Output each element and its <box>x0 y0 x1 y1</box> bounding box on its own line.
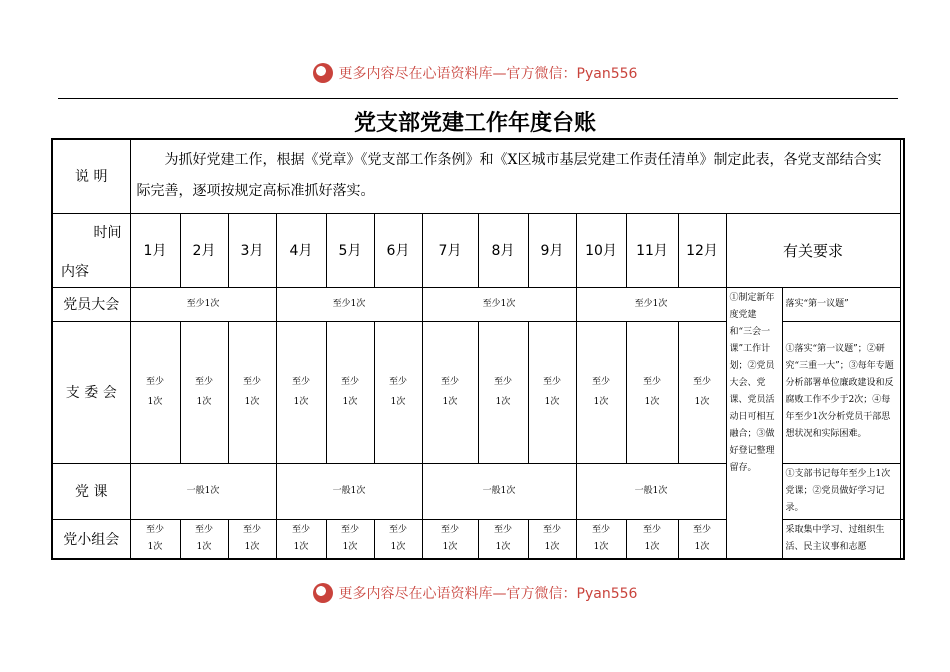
desc-row <box>52 139 904 213</box>
month-header: 1月 <box>130 213 180 287</box>
month-cell <box>130 321 180 463</box>
month-cell <box>228 519 276 559</box>
cell-line1: 至少 <box>388 377 407 387</box>
cell-line2: 1次 <box>644 541 660 552</box>
cell-line2: 1次 <box>390 541 406 552</box>
cell-line2: 1次 <box>196 541 212 552</box>
cell-line1: 至少 <box>642 377 661 387</box>
watermark-text: 更多内容尽在心语资料库—官方微信：Pyan556 <box>338 66 638 82</box>
month-cell <box>374 321 422 463</box>
watermark-text: 更多内容尽在心语资料库—官方微信：Pyan556 <box>338 586 638 602</box>
cell-line2: 1次 <box>442 397 458 407</box>
cell-line1: 至少 <box>493 524 512 535</box>
month-cell <box>180 519 228 559</box>
month-cell <box>478 519 528 559</box>
cell-line1: 至少 <box>194 377 213 387</box>
cell-line2: 1次 <box>593 541 609 552</box>
month-cell <box>422 519 478 559</box>
quarter-cell: 至少1次 <box>130 287 276 321</box>
quarter-cell: 一般1次 <box>422 463 576 519</box>
month-cell <box>180 321 228 463</box>
month-cell <box>422 321 478 463</box>
row-label: 支 委 会 <box>52 321 130 463</box>
cell-line2: 1次 <box>244 397 260 407</box>
month-cell <box>626 321 678 463</box>
month-cell <box>478 321 528 463</box>
watermark-logo-icon <box>313 583 333 603</box>
watermark-logo-icon <box>313 63 333 83</box>
cell-line2: 1次 <box>342 541 358 552</box>
cell-line1: 至少 <box>242 377 261 387</box>
month-cell <box>678 519 726 559</box>
month-header: 8月 <box>478 213 528 287</box>
month-cell <box>228 321 276 463</box>
row-label: 党 课 <box>52 463 130 519</box>
cell-line2: 1次 <box>544 541 560 552</box>
watermark-top <box>0 60 950 86</box>
month-header: 7月 <box>422 213 478 287</box>
cell-line1: 至少 <box>145 377 164 387</box>
month-header: 4月 <box>276 213 326 287</box>
note-dangke: ①支部书记每年至少上1次党课；②党员做好学习记录。 <box>782 463 900 519</box>
cell-line2: 1次 <box>293 541 309 552</box>
cell-line2: 1次 <box>593 397 609 407</box>
month-cell <box>374 519 422 559</box>
cell-line1: 至少 <box>692 377 711 387</box>
cell-line2: 1次 <box>544 397 560 407</box>
month-header: 9月 <box>528 213 576 287</box>
quarter-cell: 至少1次 <box>576 287 726 321</box>
cell-line1: 至少 <box>542 377 561 387</box>
common-note: ①制定新年度党建和“三会一课”工作计划；②党员大会、党课、党员活动日可相互融合；③做好登记整理留存。 <box>726 287 782 559</box>
month-cell <box>528 321 576 463</box>
quarter-cell: 一般1次 <box>576 463 726 519</box>
cell-line1: 至少 <box>291 377 310 387</box>
note-xiaozu-extra <box>900 519 904 559</box>
row-label: 党员大会 <box>52 287 130 321</box>
header-row <box>52 213 904 287</box>
month-cell <box>276 519 326 559</box>
quarter-cell: 至少1次 <box>276 287 422 321</box>
month-cell <box>276 321 326 463</box>
quarter-cell: 一般1次 <box>276 463 422 519</box>
cell-line1: 至少 <box>493 377 512 387</box>
ledger-table <box>51 138 905 560</box>
month-cell <box>576 519 626 559</box>
diagonal-header <box>52 213 130 287</box>
cell-line2: 1次 <box>147 541 163 552</box>
cell-line1: 至少 <box>145 524 164 535</box>
cell-line1: 至少 <box>291 524 310 535</box>
quarter-cell: 至少1次 <box>422 287 576 321</box>
month-cell <box>326 321 374 463</box>
month-cell <box>576 321 626 463</box>
month-header: 6月 <box>374 213 422 287</box>
note-xiaozu: 采取集中学习、过组织生活、民主议事和志愿 <box>782 519 900 559</box>
page-title: 党支部党建工作年度台账 <box>353 110 596 136</box>
cell-line2: 1次 <box>293 397 309 407</box>
cell-line2: 1次 <box>644 397 660 407</box>
cell-line1: 至少 <box>542 524 561 535</box>
cell-line1: 至少 <box>642 524 661 535</box>
cell-line2: 1次 <box>390 397 406 407</box>
cell-line2: 1次 <box>495 397 511 407</box>
cell-line2: 1次 <box>244 541 260 552</box>
cell-line2: 1次 <box>147 397 163 407</box>
cell-line1: 至少 <box>692 524 711 535</box>
watermark-bottom <box>0 580 950 606</box>
month-cell <box>626 519 678 559</box>
month-header: 11月 <box>626 213 678 287</box>
cell-line1: 至少 <box>340 524 359 535</box>
month-cell <box>528 519 576 559</box>
cell-line1: 至少 <box>388 524 407 535</box>
note-dangyuan: 落实“第一议题” <box>782 287 900 321</box>
cell-line1: 至少 <box>440 524 459 535</box>
month-header: 10月 <box>576 213 626 287</box>
month-header: 12月 <box>678 213 726 287</box>
cell-line2: 1次 <box>442 541 458 552</box>
requirements-header: 有关要求 <box>726 213 900 287</box>
cell-line1: 至少 <box>194 524 213 535</box>
desc-text: 为抓好党建工作，根据《党章》《党支部工作条例》和《X区城市基层党建工作责任清单》制定此表，各党支部结合实际完善，逐项按规定高标准抓好落实。 <box>136 152 882 200</box>
cell-line1: 至少 <box>591 524 610 535</box>
header-divider <box>58 98 898 99</box>
header-content: 内容 <box>61 263 89 280</box>
desc-label: 说 明 <box>52 139 130 213</box>
cell-line1: 至少 <box>591 377 610 387</box>
cell-line1: 至少 <box>242 524 261 535</box>
month-cell <box>326 519 374 559</box>
cell-line2: 1次 <box>694 397 710 407</box>
month-cell <box>130 519 180 559</box>
desc-cell <box>130 139 900 213</box>
month-header: 3月 <box>228 213 276 287</box>
cell-line1: 至少 <box>340 377 359 387</box>
quarter-cell: 一般1次 <box>130 463 276 519</box>
row-dangyuan <box>52 287 904 321</box>
cell-line2: 1次 <box>196 397 212 407</box>
month-header: 2月 <box>180 213 228 287</box>
note-zhiwei: ①落实“第一议题”；②研究“三重一大”；③每年专题分析部署单位廉政建设和反腐败工作不少于2次；④每年至少1次分析党员干部思想状况和实际困难。 <box>782 321 900 463</box>
row-label: 党小组会 <box>52 519 130 559</box>
cell-line1: 至少 <box>440 377 459 387</box>
month-cell <box>678 321 726 463</box>
cell-line2: 1次 <box>495 541 511 552</box>
cell-line2: 1次 <box>694 541 710 552</box>
month-header: 5月 <box>326 213 374 287</box>
header-time: 时间 <box>93 224 122 241</box>
cell-line2: 1次 <box>342 397 358 407</box>
